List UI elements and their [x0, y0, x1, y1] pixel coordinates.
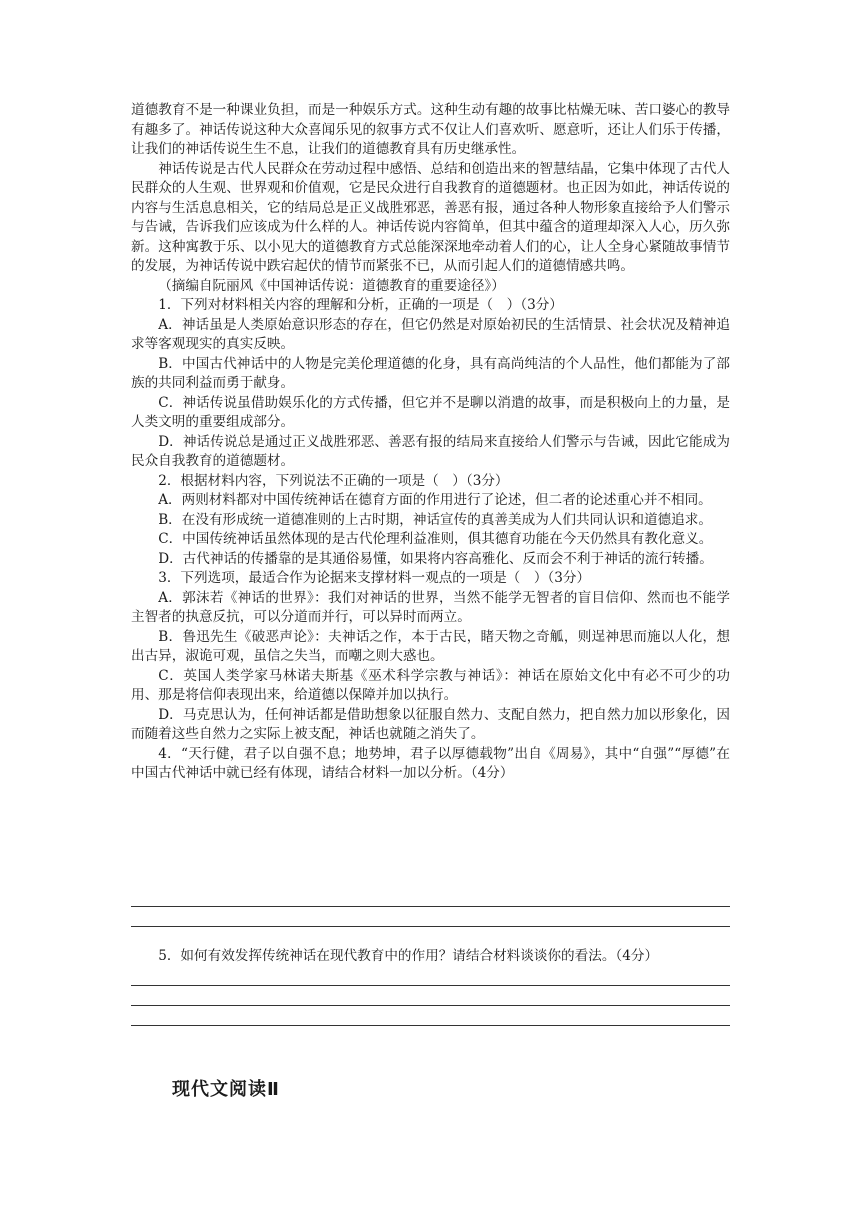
- question-5-stem: 5．如何有效发挥传统神话在现代教育中的作用？请结合材料谈谈你的看法。（4分）: [158, 948, 659, 964]
- question-5-answer-lines: [131, 985, 730, 1045]
- question-2-option-a: A．两则材料都对中国传统神话在德育方面的作用进行了论述，但二者的论述重心并不相同。: [158, 492, 712, 508]
- passage-source: （摘编自阮丽风《中国神话传说：道德教育的重要途径》）: [158, 277, 505, 294]
- question-2-stem: 2．根据材料内容，下列说法不正确的一项是（ ）（3分）: [158, 472, 509, 489]
- question-2-option-b: B．在没有形成统一道德准则的上古时期，神话宣传的真善美成为人们共同认识和道德追求。: [158, 511, 712, 528]
- answer-line[interactable]: [131, 906, 730, 907]
- answer-line[interactable]: [131, 1005, 730, 1006]
- question-1-option-d: D．神话传说总是通过正义战胜邪恶、善恶有报的结局来直接给人们警示与告诫，因此它能成为民众自我教育的道德题材。: [131, 433, 730, 469]
- question-1-stem: 1．下列对材料相关内容的理解和分析，正确的一项是（ ）（3分）: [158, 297, 563, 313]
- answer-line[interactable]: [131, 926, 730, 927]
- question-2-option-c: C．中国传统神话虽然体现的是古代伦理利益准则，俱其德育功能在今天仍然具有教化意义。: [158, 531, 713, 547]
- question-5-block: [131, 947, 730, 967]
- passage-paragraph-1: 道德教育不是一种课业负担，而是一种娱乐方式。这种生动有趣的故事比枯燥无味、苦口婆心的教导有趣多了。神话传说这种大众喜闻乐见的叙事方式不仅让人们喜欢听、愿意听，还让人们乐于传播，让我们的神话传说生生不息，让我们的道德教育具有历史继承性。: [131, 102, 730, 157]
- question-3-option-d: D．马克思认为，任何神话都是借助想象以征服自然力、支配自然力，把自然力加以形象化，因而随着这些自然力之实际上被支配，神话也就随之消失了。: [131, 706, 730, 742]
- question-1-option-c: C．神话传说虽借助娱乐化的方式传播，但它并不是聊以消遣的故事，而是积极向上的力量，是人类文明的重要组成部分。: [131, 394, 730, 430]
- answer-line[interactable]: [131, 1025, 730, 1026]
- question-3-option-c: C．英国人类学家马林诺夫斯基《巫术科学宗教与神话》：神话在原始文化中有必不可少的功用、那是将信仰表现出来，给道德以保障并加以执行。: [131, 667, 730, 703]
- question-2-option-d: D．古代神话的传播靠的是其通俗易懂，如果将内容高雅化、反而会不利于神话的流行转播。: [158, 550, 713, 567]
- question-1-option-b: B．中国古代神话中的人物是完美伦理道德的化身，具有高尚纯洁的个人品性，他们都能为了部族的共同利益而勇于献身。: [131, 355, 730, 391]
- question-4-answer-lines: [131, 906, 730, 946]
- passage-and-questions: [131, 101, 730, 784]
- question-3-option-a: A．郭沫若《神话的世界》：我们对神话的世界，当然不能学无智者的盲目信仰、然而也不能学主智者的执意反抗，可以分道而并行，可以异时而两立。: [131, 589, 730, 625]
- section-heading: 现代文阅读Ⅱ: [172, 1079, 280, 1100]
- question-1-option-a: A．神话虽是人类原始意识形态的存在，但它仍然是对原始初民的生活情景、社会状况及精神追求等客观现实的真实反映。: [131, 316, 730, 352]
- question-3-stem: 3．下列选项，最适合作为论据来支撑材料一观点的一项是（ ）（3分）: [158, 570, 591, 586]
- question-3-option-b: B．鲁迅先生《破恶声论》：夫神话之作，本于古民，睹天物之奇觚，则逞神思而施以人化，想出古异，淑诡可观，虽信之失当，而嘲之则大惑也。: [131, 628, 730, 664]
- question-4-stem: 4．“天行健，君子以自强不息；地势坤，君子以厚德载物”出自《周易》，其中“自强”“厚德”在中国古代神话中就已经有体现，请结合材料一加以分析。（4分）: [131, 745, 730, 781]
- answer-line[interactable]: [131, 985, 730, 986]
- passage-paragraph-2: 神话传说是古代人民群众在劳动过程中感悟、总结和创造出来的智慧结晶，它集中体现了古代人民群众的人生观、世界观和价值观，它是民众进行自我教育的道德题材。也正因为如此，神话传说的内容与生活息息相关，它的结局总是正义战胜邪恶，善恶有报，通过各种人物形象直接给予人们警示与告诫，告诉我们应该成为什么样的人。神话传说内容简单，但其中蕴含的道理却深入人心，历久弥新。这种寓教于乐、以小见大的道德教育方式总能深深地牵动着人们的心，让人全身心紧随故事情节的发展，为神话传说中跌宕起伏的情节而紧张不已，从而引起人们的道德情感共鸣。: [131, 160, 730, 274]
